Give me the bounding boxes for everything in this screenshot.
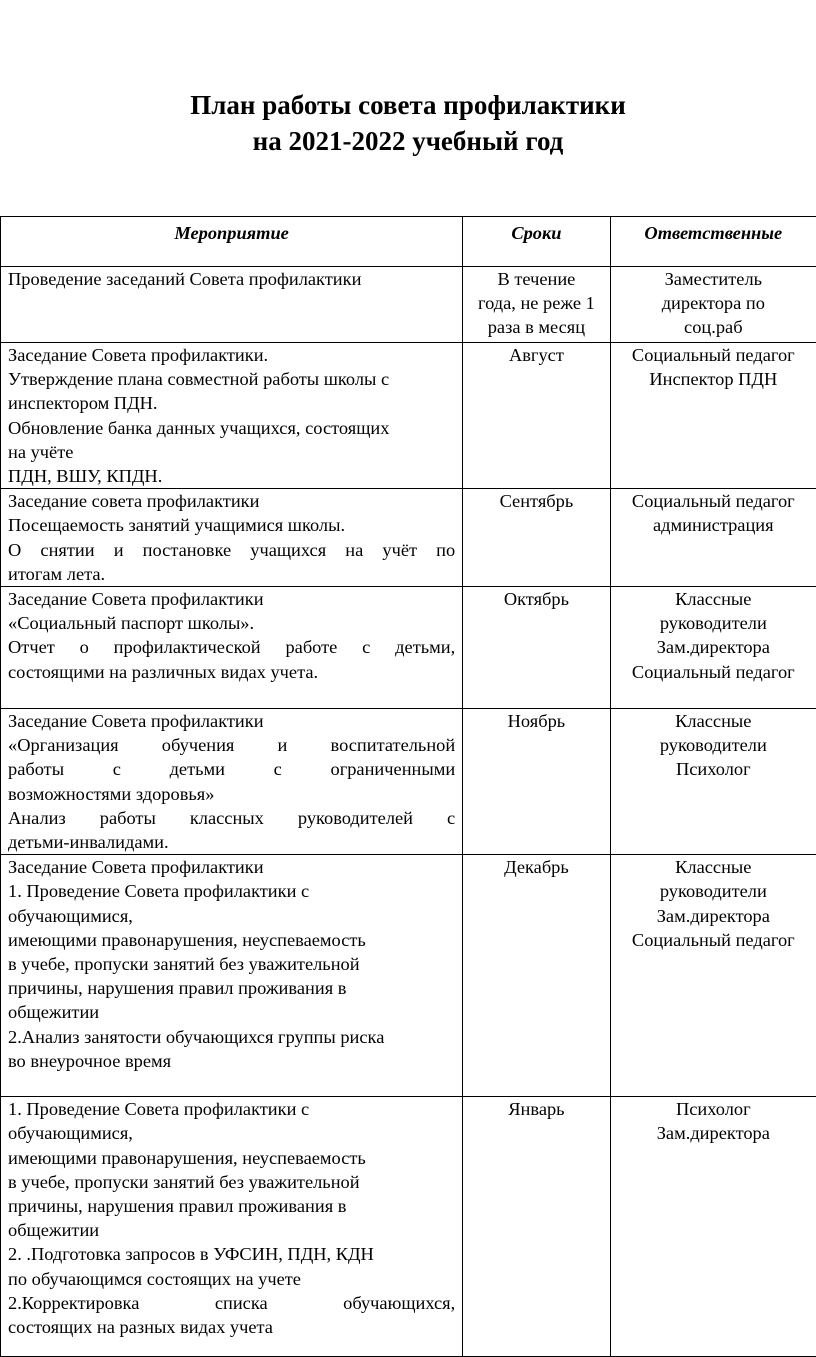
event-line: «Организация обучения и воспитательной — [8, 733, 455, 757]
event-line: ПДН, ВШУ, КПДН. — [8, 464, 455, 488]
responsible-line: Социальный педагог — [618, 660, 809, 684]
event-line: в учебе, пропуски занятий без уважительной — [8, 1170, 455, 1194]
responsible-line: Заместитель — [618, 267, 809, 291]
plan-table — [0, 216, 816, 1357]
event-cell — [1, 587, 463, 709]
table-row — [1, 489, 816, 587]
event-line: в учебе, пропуски занятий без уважительной — [8, 952, 455, 976]
event-cell — [1, 343, 463, 489]
event-line: причины, нарушения правил проживания в — [8, 1194, 455, 1218]
event-line: во внеурочное время — [8, 1049, 455, 1073]
event-cell — [1, 489, 463, 587]
table-row — [1, 1097, 816, 1357]
responsible-line: руководители — [618, 879, 809, 903]
responsible-line: администрация — [618, 513, 809, 537]
event-line: Заседание совета профилактики — [8, 489, 455, 513]
event-line: причины, нарушения правил проживания в — [8, 976, 455, 1000]
responsible-cell — [610, 489, 816, 587]
event-line: «Социальный паспорт школы». — [8, 611, 455, 635]
responsible-line: руководители — [618, 733, 809, 757]
header-responsible: Ответственные — [610, 217, 816, 267]
date-line: Октябрь — [470, 587, 602, 611]
event-line: 1. Проведение Совета профилактики с — [8, 879, 455, 903]
responsible-cell — [610, 1097, 816, 1357]
event-cell — [1, 1097, 463, 1357]
event-line: 1. Проведение Совета профилактики с — [8, 1097, 455, 1121]
event-line: Утверждение плана совместной работы школы с — [8, 367, 455, 391]
responsible-line: Классные — [618, 855, 809, 879]
date-line: Январь — [470, 1097, 602, 1121]
date-line: Сентябрь — [470, 489, 602, 513]
responsible-line: соц.раб — [618, 315, 809, 339]
event-line: Заседание Совета профилактики — [8, 709, 455, 733]
event-line: Отчет о профилактической работе с детьми, — [8, 635, 455, 659]
date-line: Ноябрь — [470, 709, 602, 733]
responsible-line: директора по — [618, 291, 809, 315]
event-line: имеющими правонарушения, неуспеваемость — [8, 928, 455, 952]
date-cell — [463, 587, 610, 709]
date-line: Август — [470, 343, 602, 367]
event-line: Посещаемость занятий учащимися школы. — [8, 513, 455, 537]
event-line: Заседание Совета профилактики — [8, 855, 455, 879]
date-line: В течение — [470, 267, 602, 291]
date-cell — [463, 855, 610, 1097]
responsible-line: Социальный педагог — [618, 928, 809, 952]
table-row — [1, 587, 816, 709]
date-cell — [463, 1097, 610, 1357]
event-line: Обновление банка данных учащихся, состоящих — [8, 416, 455, 440]
responsible-cell — [610, 267, 816, 343]
event-cell — [1, 709, 463, 855]
table-header-row — [1, 217, 816, 267]
event-line: 2. .Подготовка запросов в УФСИН, ПДН, КДН — [8, 1242, 455, 1266]
event-line: инспектором ПДН. — [8, 391, 455, 415]
event-line: общежитии — [8, 1000, 455, 1024]
table-row — [1, 343, 816, 489]
responsible-line: Психолог — [618, 1097, 809, 1121]
responsible-line: Социальный педагог — [618, 489, 809, 513]
responsible-cell — [610, 587, 816, 709]
event-cell — [1, 267, 463, 343]
event-line: итогам лета. — [8, 562, 455, 586]
responsible-line: Зам.директора — [618, 635, 809, 659]
responsible-line: Классные — [618, 587, 809, 611]
table-row — [1, 709, 816, 855]
date-cell — [463, 343, 610, 489]
event-line: работы с детьми с ограниченными — [8, 757, 455, 781]
event-line: состоящих на разных видах учета — [8, 1315, 455, 1339]
date-cell — [463, 267, 610, 343]
header-event: Мероприятие — [1, 217, 463, 267]
event-line: на учёте — [8, 440, 455, 464]
event-line: Заседание Совета профилактики. — [8, 343, 455, 367]
event-line: Анализ работы классных руководителей с — [8, 806, 455, 830]
page-title — [0, 87, 816, 159]
event-line: состоящими на различных видах учета. — [8, 660, 455, 684]
header-date: Сроки — [463, 217, 610, 267]
responsible-cell — [610, 709, 816, 855]
date-line: раза в месяц — [470, 315, 602, 339]
table-row — [1, 855, 816, 1097]
date-cell — [463, 489, 610, 587]
event-line: Заседание Совета профилактики — [8, 587, 455, 611]
event-cell — [1, 855, 463, 1097]
event-line: возможностями здоровья» — [8, 782, 455, 806]
responsible-line: Зам.директора — [618, 1121, 809, 1145]
responsible-line: Классные — [618, 709, 809, 733]
responsible-cell — [610, 343, 816, 489]
event-line: по обучающимся состоящих на учете — [8, 1267, 455, 1291]
responsible-line: Социальный педагог — [618, 343, 809, 367]
event-line: 2.Анализ занятости обучающихся группы риска — [8, 1025, 455, 1049]
event-line: Проведение заседаний Совета профилактики — [8, 267, 455, 291]
date-cell — [463, 709, 610, 855]
responsible-line: Зам.директора — [618, 904, 809, 928]
event-line: имеющими правонарушения, неуспеваемость — [8, 1146, 455, 1170]
event-line: детьми-инвалидами. — [8, 830, 455, 854]
responsible-line: руководители — [618, 611, 809, 635]
date-line: года, не реже 1 — [470, 291, 602, 315]
date-line: Декабрь — [470, 855, 602, 879]
title-line-2: на 2021-2022 учебный год — [0, 123, 816, 159]
title-line-1: План работы совета профилактики — [0, 87, 816, 123]
table-row — [1, 267, 816, 343]
responsible-line: Психолог — [618, 757, 809, 781]
event-line: О снятии и постановке учащихся на учёт по — [8, 538, 455, 562]
event-line: обучающимися, — [8, 1121, 455, 1145]
event-line: 2.Корректировка списка обучающихся, — [8, 1291, 455, 1315]
responsible-cell — [610, 855, 816, 1097]
event-line: общежитии — [8, 1218, 455, 1242]
event-line: обучающимися, — [8, 904, 455, 928]
responsible-line: Инспектор ПДН — [618, 367, 809, 391]
